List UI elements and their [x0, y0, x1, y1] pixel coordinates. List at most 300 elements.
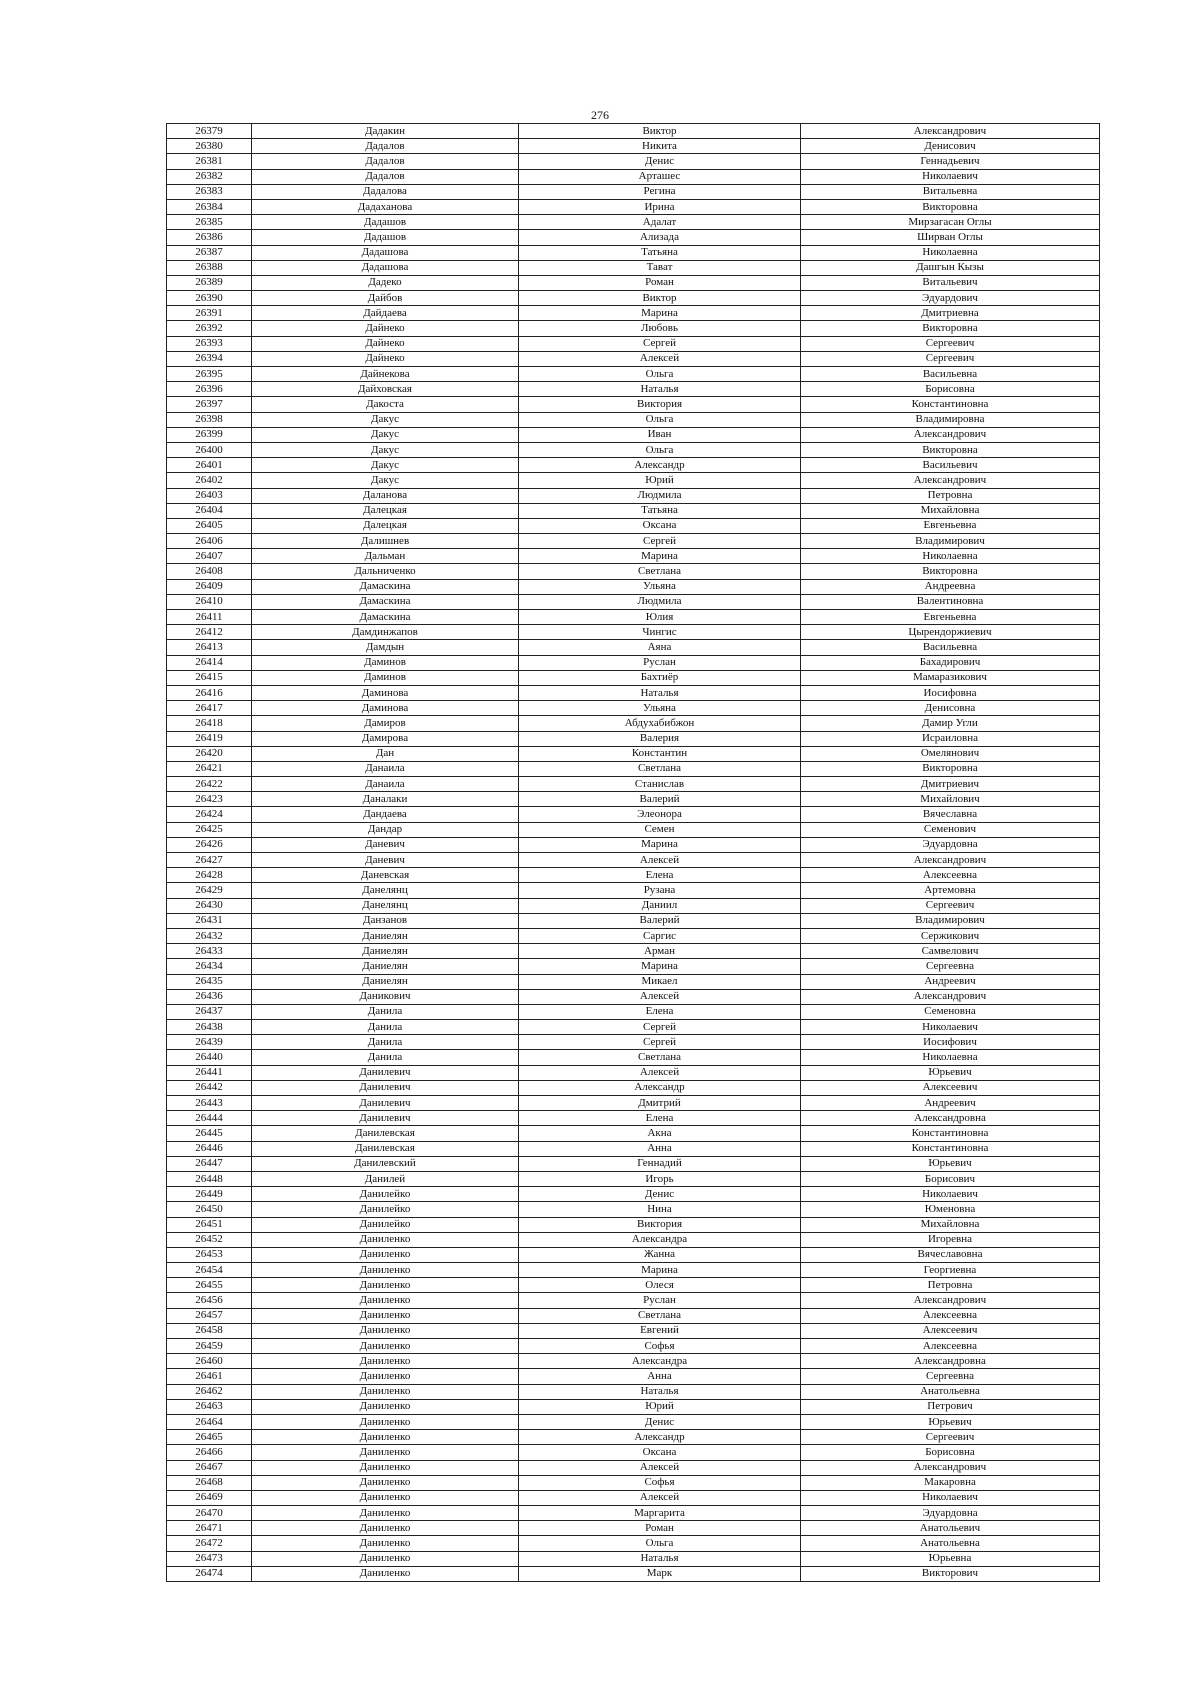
surname-cell: Дайнеко	[252, 321, 519, 336]
surname-cell: Даниленко	[252, 1263, 519, 1278]
first-name-cell: Чингис	[519, 625, 801, 640]
first-name-cell: Бахтиёр	[519, 670, 801, 685]
patronymic-cell: Алексеевич	[801, 1323, 1100, 1338]
first-name-cell: Роман	[519, 1521, 801, 1536]
patronymic-cell: Викторович	[801, 1566, 1100, 1581]
record-number-cell: 26438	[167, 1020, 252, 1035]
record-number-cell: 26393	[167, 336, 252, 351]
patronymic-cell: Александрович	[801, 1460, 1100, 1475]
surname-cell: Дамдын	[252, 640, 519, 655]
patronymic-cell: Анатольевна	[801, 1384, 1100, 1399]
first-name-cell: Даниил	[519, 898, 801, 913]
first-name-cell: Софья	[519, 1339, 801, 1354]
patronymic-cell: Алексеевич	[801, 1080, 1100, 1095]
first-name-cell: Роман	[519, 275, 801, 290]
first-name-cell: Софья	[519, 1475, 801, 1490]
table-row	[167, 199, 1100, 214]
table-row	[167, 944, 1100, 959]
first-name-cell: Людмила	[519, 594, 801, 609]
first-name-cell: Виктория	[519, 397, 801, 412]
patronymic-cell: Андреевич	[801, 974, 1100, 989]
table-row	[167, 1460, 1100, 1475]
first-name-cell: Акна	[519, 1126, 801, 1141]
record-number-cell: 26466	[167, 1445, 252, 1460]
surname-cell: Даневская	[252, 868, 519, 883]
first-name-cell: Иван	[519, 427, 801, 442]
table-row	[167, 412, 1100, 427]
record-number-cell: 26458	[167, 1323, 252, 1338]
record-number-cell: 26465	[167, 1430, 252, 1445]
table-row	[167, 579, 1100, 594]
record-number-cell: 26403	[167, 488, 252, 503]
record-number-cell: 26448	[167, 1171, 252, 1186]
table-row	[167, 351, 1100, 366]
record-number-cell: 26418	[167, 716, 252, 731]
first-name-cell: Оксана	[519, 518, 801, 533]
patronymic-cell: Денисовна	[801, 701, 1100, 716]
table-row	[167, 1232, 1100, 1247]
surname-cell: Даниелян	[252, 928, 519, 943]
surname-cell: Данилевич	[252, 1065, 519, 1080]
first-name-cell: Любовь	[519, 321, 801, 336]
patronymic-cell: Николаевич	[801, 1490, 1100, 1505]
first-name-cell: Алексей	[519, 351, 801, 366]
record-number-cell: 26415	[167, 670, 252, 685]
patronymic-cell: Борисовна	[801, 382, 1100, 397]
record-number-cell: 26425	[167, 822, 252, 837]
record-number-cell: 26389	[167, 275, 252, 290]
record-number-cell: 26456	[167, 1293, 252, 1308]
table-row	[167, 746, 1100, 761]
surname-cell: Даниленко	[252, 1247, 519, 1262]
patronymic-cell: Евгеньевна	[801, 610, 1100, 625]
first-name-cell: Микаел	[519, 974, 801, 989]
patronymic-cell: Викторовна	[801, 321, 1100, 336]
surname-cell: Даниленко	[252, 1536, 519, 1551]
table-row	[167, 215, 1100, 230]
first-name-cell: Анна	[519, 1369, 801, 1384]
table-row	[167, 1521, 1100, 1536]
surname-cell: Даникович	[252, 989, 519, 1004]
first-name-cell: Денис	[519, 1414, 801, 1429]
table-row	[167, 974, 1100, 989]
first-name-cell: Игорь	[519, 1171, 801, 1186]
table-row	[167, 1308, 1100, 1323]
surname-cell: Даниленко	[252, 1354, 519, 1369]
surname-cell: Дакус	[252, 412, 519, 427]
first-name-cell: Светлана	[519, 761, 801, 776]
first-name-cell: Елена	[519, 868, 801, 883]
record-number-cell: 26406	[167, 534, 252, 549]
table-row	[167, 1035, 1100, 1050]
surname-cell: Дадашова	[252, 245, 519, 260]
record-number-cell: 26440	[167, 1050, 252, 1065]
record-number-cell: 26407	[167, 549, 252, 564]
table-row	[167, 1384, 1100, 1399]
record-number-cell: 26397	[167, 397, 252, 412]
record-number-cell: 26391	[167, 306, 252, 321]
surname-cell: Дамаскина	[252, 579, 519, 594]
surname-cell: Даналаки	[252, 792, 519, 807]
record-number-cell: 26384	[167, 199, 252, 214]
patronymic-cell: Денисович	[801, 139, 1100, 154]
record-number-cell: 26471	[167, 1521, 252, 1536]
surname-cell: Даниленко	[252, 1384, 519, 1399]
first-name-cell: Арман	[519, 944, 801, 959]
table-row	[167, 275, 1100, 290]
surname-cell: Дайдаева	[252, 306, 519, 321]
surname-cell: Данаила	[252, 761, 519, 776]
surname-cell: Даниленко	[252, 1399, 519, 1414]
patronymic-cell: Игоревна	[801, 1232, 1100, 1247]
surname-cell: Дакус	[252, 458, 519, 473]
surname-cell: Дакус	[252, 427, 519, 442]
surname-cell: Даневич	[252, 853, 519, 868]
table-row	[167, 716, 1100, 731]
first-name-cell: Алексей	[519, 1065, 801, 1080]
patronymic-cell: Исраиловна	[801, 731, 1100, 746]
surname-cell: Данилевич	[252, 1096, 519, 1111]
record-number-cell: 26398	[167, 412, 252, 427]
patronymic-cell: Омелянович	[801, 746, 1100, 761]
first-name-cell: Валерия	[519, 731, 801, 746]
surname-cell: Дайнекова	[252, 367, 519, 382]
record-number-cell: 26432	[167, 928, 252, 943]
surname-cell: Дадалов	[252, 169, 519, 184]
first-name-cell: Геннадий	[519, 1156, 801, 1171]
patronymic-cell: Георгиевна	[801, 1263, 1100, 1278]
first-name-cell: Марина	[519, 306, 801, 321]
table-row	[167, 1475, 1100, 1490]
record-number-cell: 26439	[167, 1035, 252, 1050]
record-number-cell: 26437	[167, 1004, 252, 1019]
record-number-cell: 26401	[167, 458, 252, 473]
first-name-cell: Нина	[519, 1202, 801, 1217]
first-name-cell: Татьяна	[519, 503, 801, 518]
table-row	[167, 837, 1100, 852]
first-name-cell: Марина	[519, 959, 801, 974]
first-name-cell: Ульяна	[519, 579, 801, 594]
surname-cell: Далишнев	[252, 534, 519, 549]
patronymic-cell: Эдуардовна	[801, 837, 1100, 852]
record-number-cell: 26396	[167, 382, 252, 397]
surname-cell: Дакус	[252, 442, 519, 457]
surname-cell: Даниленко	[252, 1308, 519, 1323]
first-name-cell: Ольга	[519, 412, 801, 427]
patronymic-cell: Михайловна	[801, 503, 1100, 518]
table-row	[167, 640, 1100, 655]
table-row	[167, 473, 1100, 488]
first-name-cell: Александра	[519, 1232, 801, 1247]
first-name-cell: Денис	[519, 154, 801, 169]
patronymic-cell: Викторовна	[801, 564, 1100, 579]
first-name-cell: Ольга	[519, 367, 801, 382]
table-row	[167, 761, 1100, 776]
table-row	[167, 518, 1100, 533]
surname-cell: Данилевская	[252, 1126, 519, 1141]
record-number-cell: 26400	[167, 442, 252, 457]
record-number-cell: 26459	[167, 1339, 252, 1354]
patronymic-cell: Борисовна	[801, 1445, 1100, 1460]
surname-cell: Даниленко	[252, 1339, 519, 1354]
surname-cell: Даниленко	[252, 1445, 519, 1460]
patronymic-cell: Сергеевна	[801, 1369, 1100, 1384]
patronymic-cell: Эдуардович	[801, 291, 1100, 306]
record-number-cell: 26442	[167, 1080, 252, 1095]
surname-cell: Даниленко	[252, 1551, 519, 1566]
patronymic-cell: Сержикович	[801, 928, 1100, 943]
surname-cell: Даминова	[252, 701, 519, 716]
patronymic-cell: Александрович	[801, 124, 1100, 139]
table-row	[167, 959, 1100, 974]
record-number-cell: 26388	[167, 260, 252, 275]
first-name-cell: Виктор	[519, 124, 801, 139]
record-number-cell: 26413	[167, 640, 252, 655]
patronymic-cell: Ширван Оглы	[801, 230, 1100, 245]
surname-cell: Дамирова	[252, 731, 519, 746]
surname-cell: Дамдинжапов	[252, 625, 519, 640]
table-row	[167, 1141, 1100, 1156]
table-row	[167, 260, 1100, 275]
surname-cell: Даниленко	[252, 1414, 519, 1429]
record-number-cell: 26424	[167, 807, 252, 822]
first-name-cell: Александр	[519, 1080, 801, 1095]
record-number-cell: 26451	[167, 1217, 252, 1232]
patronymic-cell: Эдуардовна	[801, 1506, 1100, 1521]
surname-cell: Дайнеко	[252, 351, 519, 366]
first-name-cell: Ализада	[519, 230, 801, 245]
record-number-cell: 26427	[167, 853, 252, 868]
surname-cell: Данилевич	[252, 1111, 519, 1126]
table-row	[167, 1430, 1100, 1445]
patronymic-cell: Юрьевна	[801, 1551, 1100, 1566]
first-name-cell: Алексей	[519, 1490, 801, 1505]
table-row	[167, 230, 1100, 245]
record-number-cell: 26434	[167, 959, 252, 974]
surname-cell: Даниелян	[252, 959, 519, 974]
patronymic-cell: Михайловна	[801, 1217, 1100, 1232]
patronymic-cell: Сергеевич	[801, 898, 1100, 913]
table-row	[167, 1202, 1100, 1217]
first-name-cell: Виктор	[519, 291, 801, 306]
record-number-cell: 26453	[167, 1247, 252, 1262]
record-number-cell: 26379	[167, 124, 252, 139]
patronymic-cell: Александровна	[801, 1111, 1100, 1126]
first-name-cell: Жанна	[519, 1247, 801, 1262]
table-row	[167, 458, 1100, 473]
first-name-cell: Валерий	[519, 913, 801, 928]
record-number-cell: 26410	[167, 594, 252, 609]
patronymic-cell: Петровна	[801, 488, 1100, 503]
table-row	[167, 1354, 1100, 1369]
patronymic-cell: Владимировна	[801, 412, 1100, 427]
surname-cell: Даниленко	[252, 1475, 519, 1490]
table-row	[167, 1445, 1100, 1460]
table-row	[167, 1171, 1100, 1186]
table-row	[167, 139, 1100, 154]
first-name-cell: Светлана	[519, 564, 801, 579]
surname-cell: Данила	[252, 1035, 519, 1050]
surname-cell: Даминова	[252, 685, 519, 700]
first-name-cell: Наталья	[519, 382, 801, 397]
record-number-cell: 26470	[167, 1506, 252, 1521]
first-name-cell: Валерий	[519, 792, 801, 807]
patronymic-cell: Константиновна	[801, 1141, 1100, 1156]
patronymic-cell: Владимирович	[801, 534, 1100, 549]
patronymic-cell: Александрович	[801, 473, 1100, 488]
surname-cell: Далецкая	[252, 518, 519, 533]
record-number-cell: 26399	[167, 427, 252, 442]
patronymic-cell: Александровна	[801, 1354, 1100, 1369]
patronymic-cell: Андреевич	[801, 1096, 1100, 1111]
record-number-cell: 26452	[167, 1232, 252, 1247]
record-number-cell: 26431	[167, 913, 252, 928]
surname-cell: Дамаскина	[252, 610, 519, 625]
surname-cell: Даниленко	[252, 1369, 519, 1384]
record-number-cell: 26416	[167, 685, 252, 700]
record-number-cell: 26385	[167, 215, 252, 230]
patronymic-cell: Иосифович	[801, 1035, 1100, 1050]
table-row	[167, 625, 1100, 640]
first-name-cell: Виктория	[519, 1217, 801, 1232]
record-number-cell: 26402	[167, 473, 252, 488]
surname-cell: Дамаскина	[252, 594, 519, 609]
record-number-cell: 26436	[167, 989, 252, 1004]
first-name-cell: Маргарита	[519, 1506, 801, 1521]
record-number-cell: 26443	[167, 1096, 252, 1111]
surname-cell: Даневич	[252, 837, 519, 852]
patronymic-cell: Геннадьевич	[801, 154, 1100, 169]
table-row	[167, 1096, 1100, 1111]
first-name-cell: Ольга	[519, 1536, 801, 1551]
surname-cell: Дайнеко	[252, 336, 519, 351]
patronymic-cell: Цырендоржиевич	[801, 625, 1100, 640]
patronymic-cell: Юрьевич	[801, 1414, 1100, 1429]
record-number-cell: 26474	[167, 1566, 252, 1581]
record-number-cell: 26445	[167, 1126, 252, 1141]
first-name-cell: Руслан	[519, 655, 801, 670]
first-name-cell: Юрий	[519, 1399, 801, 1414]
surname-cell: Дандар	[252, 822, 519, 837]
patronymic-cell: Васильевна	[801, 640, 1100, 655]
table-row	[167, 564, 1100, 579]
registry-table	[166, 123, 1100, 1582]
patronymic-cell: Семенович	[801, 822, 1100, 837]
first-name-cell: Ирина	[519, 199, 801, 214]
surname-cell: Даниленко	[252, 1430, 519, 1445]
first-name-cell: Наталья	[519, 1384, 801, 1399]
table-row	[167, 1156, 1100, 1171]
surname-cell: Дадеко	[252, 275, 519, 290]
table-row	[167, 1187, 1100, 1202]
record-number-cell: 26454	[167, 1263, 252, 1278]
record-number-cell: 26449	[167, 1187, 252, 1202]
table-row	[167, 807, 1100, 822]
patronymic-cell: Валентиновна	[801, 594, 1100, 609]
record-number-cell: 26381	[167, 154, 252, 169]
table-row	[167, 898, 1100, 913]
table-row	[167, 777, 1100, 792]
first-name-cell: Юрий	[519, 473, 801, 488]
record-number-cell: 26392	[167, 321, 252, 336]
table-row	[167, 1369, 1100, 1384]
patronymic-cell: Васильевна	[801, 367, 1100, 382]
patronymic-cell: Александрович	[801, 1293, 1100, 1308]
patronymic-cell: Семеновна	[801, 1004, 1100, 1019]
first-name-cell: Алексей	[519, 853, 801, 868]
record-number-cell: 26394	[167, 351, 252, 366]
record-number-cell: 26450	[167, 1202, 252, 1217]
table-row	[167, 382, 1100, 397]
first-name-cell: Денис	[519, 1187, 801, 1202]
first-name-cell: Семен	[519, 822, 801, 837]
record-number-cell: 26390	[167, 291, 252, 306]
table-row	[167, 291, 1100, 306]
patronymic-cell: Борисович	[801, 1171, 1100, 1186]
surname-cell: Даниленко	[252, 1460, 519, 1475]
record-number-cell: 26426	[167, 837, 252, 852]
first-name-cell: Тават	[519, 260, 801, 275]
table-row	[167, 1126, 1100, 1141]
record-number-cell: 26468	[167, 1475, 252, 1490]
surname-cell: Даминов	[252, 670, 519, 685]
surname-cell: Дан	[252, 746, 519, 761]
record-number-cell: 26380	[167, 139, 252, 154]
first-name-cell: Евгений	[519, 1323, 801, 1338]
record-number-cell: 26430	[167, 898, 252, 913]
record-number-cell: 26455	[167, 1278, 252, 1293]
record-number-cell: 26421	[167, 761, 252, 776]
surname-cell: Данилейко	[252, 1187, 519, 1202]
registry-body	[167, 124, 1100, 1582]
table-row	[167, 534, 1100, 549]
table-row	[167, 1263, 1100, 1278]
first-name-cell: Людмила	[519, 488, 801, 503]
patronymic-cell: Васильевич	[801, 458, 1100, 473]
table-row	[167, 1293, 1100, 1308]
patronymic-cell: Михайлович	[801, 792, 1100, 807]
record-number-cell: 26395	[167, 367, 252, 382]
table-row	[167, 610, 1100, 625]
first-name-cell: Сергей	[519, 1020, 801, 1035]
record-number-cell: 26423	[167, 792, 252, 807]
record-number-cell: 26435	[167, 974, 252, 989]
patronymic-cell: Сергеевна	[801, 959, 1100, 974]
patronymic-cell: Алексеевна	[801, 1339, 1100, 1354]
table-row	[167, 1247, 1100, 1262]
table-row	[167, 1551, 1100, 1566]
table-row	[167, 670, 1100, 685]
first-name-cell: Алексей	[519, 989, 801, 1004]
table-row	[167, 731, 1100, 746]
table-row	[167, 503, 1100, 518]
surname-cell: Даминов	[252, 655, 519, 670]
first-name-cell: Марина	[519, 1263, 801, 1278]
first-name-cell: Адалат	[519, 215, 801, 230]
surname-cell: Дамиров	[252, 716, 519, 731]
first-name-cell: Марина	[519, 549, 801, 564]
surname-cell: Дакоста	[252, 397, 519, 412]
table-row	[167, 124, 1100, 139]
record-number-cell: 26382	[167, 169, 252, 184]
patronymic-cell: Николаевна	[801, 549, 1100, 564]
patronymic-cell: Самвелович	[801, 944, 1100, 959]
first-name-cell: Руслан	[519, 1293, 801, 1308]
surname-cell: Данелянц	[252, 883, 519, 898]
patronymic-cell: Сергеевич	[801, 1430, 1100, 1445]
table-row	[167, 245, 1100, 260]
record-number-cell: 26461	[167, 1369, 252, 1384]
